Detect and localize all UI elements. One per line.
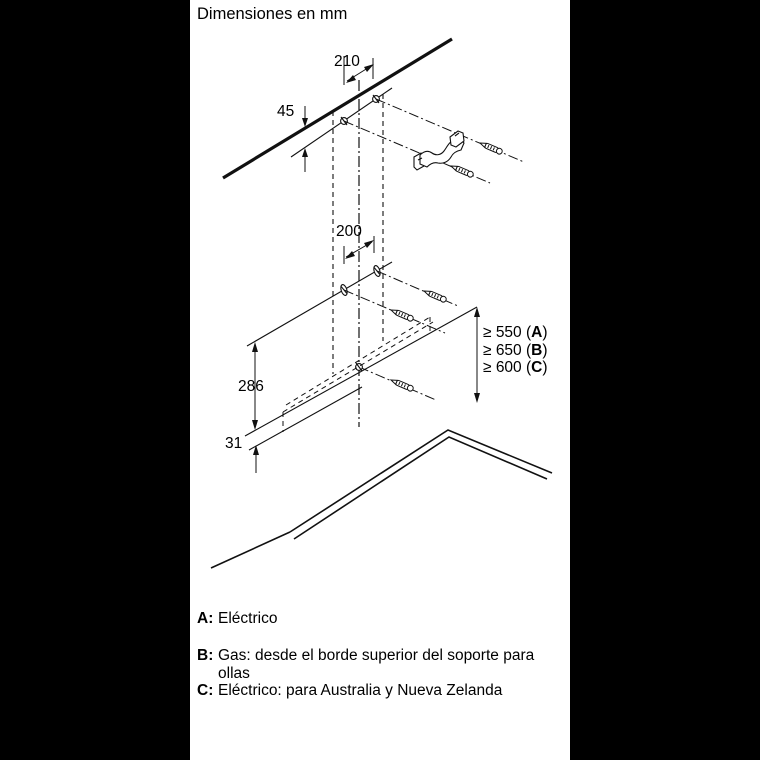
legend-item-b xyxy=(197,647,558,682)
drill-hole-icon xyxy=(356,363,363,371)
legend-key-b: B: xyxy=(197,647,214,664)
legend-text-c: Eléctrico: para Australia y Nueva Zelanda xyxy=(218,682,503,699)
dimension-label-200: 200 xyxy=(336,223,362,240)
clearance-c-suffix: ) xyxy=(542,359,548,377)
clearance-b-letter: B xyxy=(531,341,543,359)
page-title: Dimensiones en mm xyxy=(197,5,348,23)
dimension-label-210: 210 xyxy=(334,53,360,70)
dimension-label-45: 45 xyxy=(277,103,295,120)
clearance-b-suffix: ) xyxy=(542,341,548,359)
clearance-c-letter: C xyxy=(531,359,543,377)
clearance-labels xyxy=(483,324,548,377)
clearance-c-prefix: ≥ 600 ( xyxy=(483,359,532,377)
dimension-label-31: 31 xyxy=(225,435,243,452)
legend-item-c xyxy=(197,682,508,700)
clearance-a-letter: A xyxy=(531,324,543,341)
legend-key-c: C: xyxy=(197,682,214,699)
legend-key-a: A: xyxy=(197,610,214,627)
clearance-label-c xyxy=(483,359,548,377)
legend-text-a: Eléctrico xyxy=(218,610,278,627)
clearance-label-a xyxy=(483,324,548,342)
legend-text-b: Gas: desde el borde superior del soporte para ollas xyxy=(218,647,535,682)
clearance-a-suffix: ) xyxy=(542,324,548,341)
legend-item-a xyxy=(197,610,548,628)
dimension-label-286: 286 xyxy=(238,378,264,395)
clearance-a-prefix: ≥ 550 ( xyxy=(483,324,532,341)
clearance-label-b xyxy=(483,342,548,360)
clearance-b-prefix: ≥ 650 ( xyxy=(483,341,532,359)
